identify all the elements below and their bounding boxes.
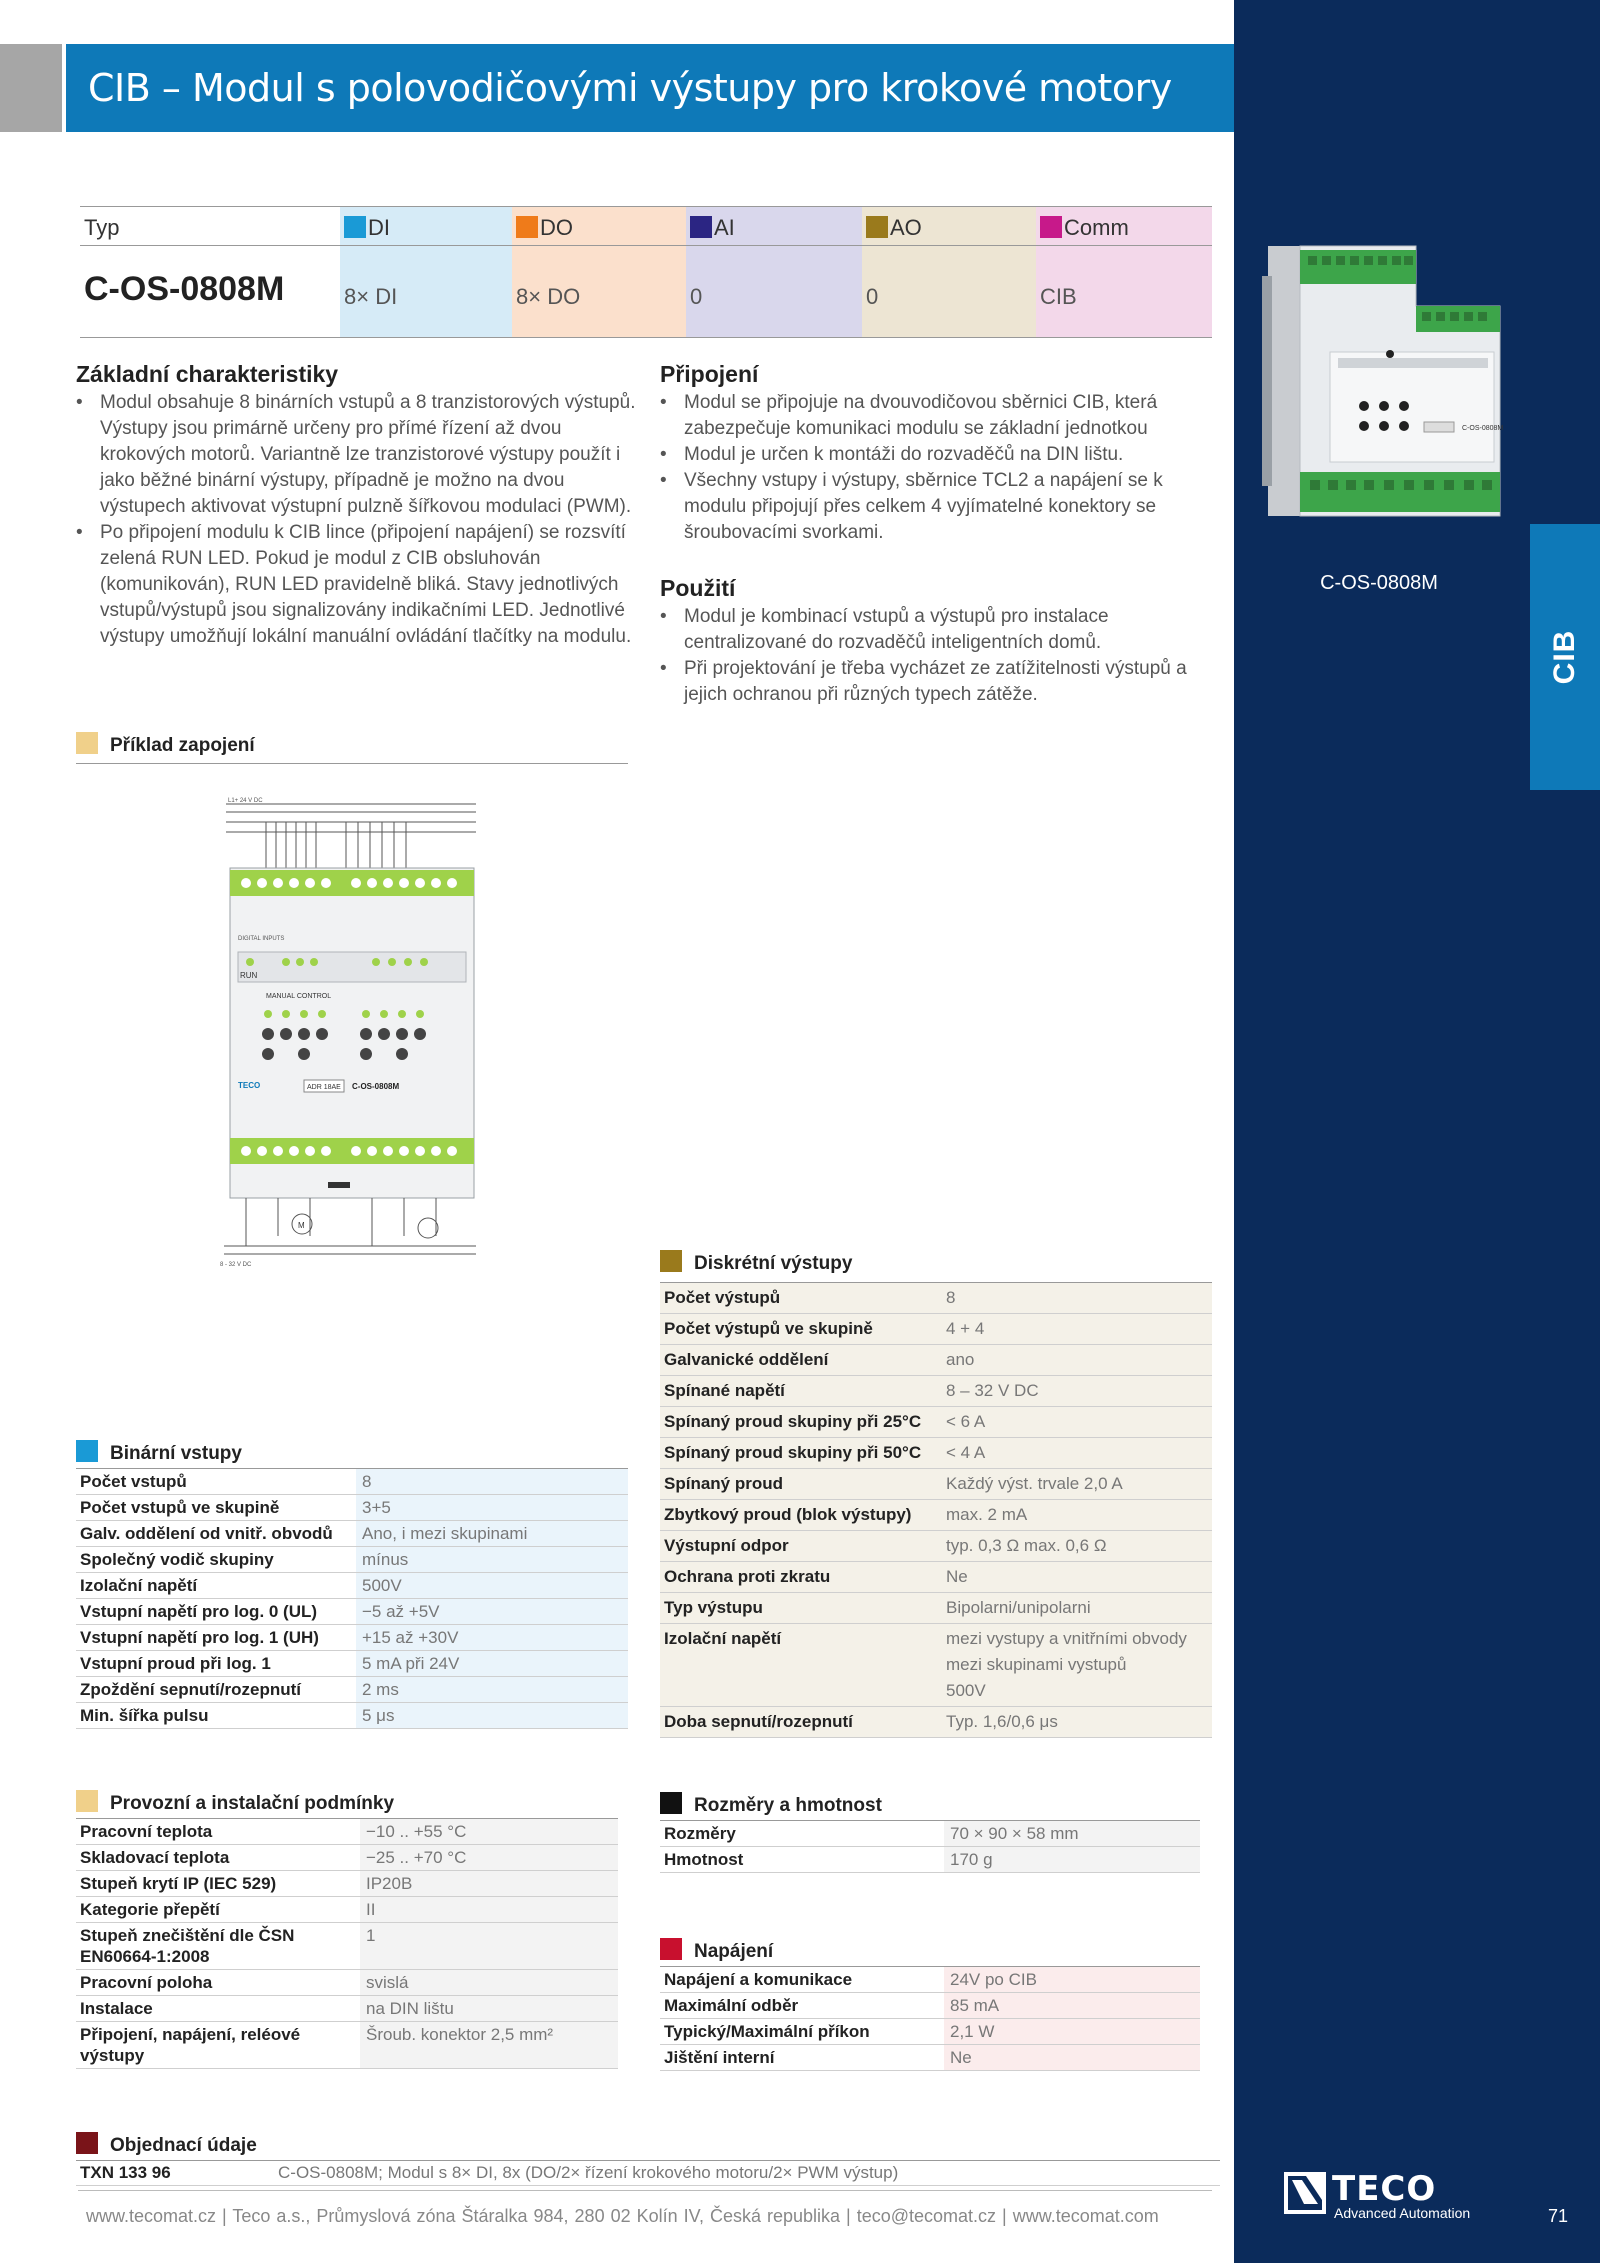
pouziti-list (660, 604, 1200, 708)
spec-key: Spínaný proud (660, 1469, 940, 1499)
table-row (660, 1438, 1212, 1469)
diagram-label: DIGITAL INPUTS (238, 936, 285, 942)
logo-subtitle: Advanced Automation (1334, 2205, 1471, 2221)
spec-key: Napájení a komunikace (664, 1970, 853, 1989)
rozmery-heading: Rozměry a hmotnost (660, 1792, 882, 1817)
table-row (660, 1376, 1212, 1407)
type-table-value-row (80, 246, 1212, 338)
table-row (76, 1845, 618, 1871)
spec-key: Izolační napětí (80, 1576, 198, 1595)
provozni-table (76, 1818, 618, 2069)
type-header-do: DO (512, 206, 686, 246)
type-table (80, 206, 1212, 338)
product-photo (1254, 236, 1514, 526)
order-code: TXN 133 96 (80, 2163, 171, 2182)
spec-value: II (360, 1897, 618, 1922)
table-row (660, 1283, 1212, 1314)
spec-key: Společný vodič skupiny (80, 1550, 274, 1569)
spec-value: Šroub. konektor 2,5 mm² (360, 2022, 618, 2068)
order-description: C-OS-0808M; Modul s 8× DI, 8x (DO/2× řízení krokového motoru/2× PWM výstup) (278, 2163, 899, 2182)
ao-color-square (866, 216, 888, 238)
teco-logo (1282, 2166, 1482, 2222)
section-tab-cib[interactable] (1530, 524, 1600, 790)
table-row (76, 1599, 628, 1625)
table-row (660, 1847, 1200, 1873)
logo-text: TECO (1332, 2169, 1437, 2209)
table-row (660, 1821, 1200, 1847)
spec-key: Typický/Maximální příkon (664, 2022, 870, 2041)
binarni-square-icon (76, 1440, 98, 1462)
spec-key: Instalace (80, 1999, 153, 2018)
spec-value: Ne (944, 2045, 1200, 2070)
spec-value: −5 až +5V (356, 1599, 628, 1624)
spec-value: Každý výst. trvale 2,0 A (940, 1469, 1212, 1499)
spec-value: 170 g (944, 1847, 1200, 1872)
objednaci-table (76, 2160, 1220, 2186)
spec-value: Typ. 1,6/0,6 μs (940, 1707, 1212, 1737)
rozmery-table (660, 1820, 1200, 1873)
type-value-di: 8× DI (340, 246, 512, 338)
spec-key: Galvanické oddělení (660, 1345, 940, 1375)
table-row (660, 1500, 1212, 1531)
table-row (76, 1996, 618, 2022)
table-row (660, 1407, 1212, 1438)
type-table-header-row (80, 206, 1212, 246)
table-row (660, 1314, 1212, 1345)
spec-key: Připojení, napájení, reléové výstupy (80, 2025, 301, 2065)
table-row (660, 1345, 1212, 1376)
section-pripojeni (660, 361, 1200, 546)
spec-key: Stupeň znečištění dle ČSN EN60664-1:2008 (80, 1926, 295, 1966)
pouziti-heading: Použití (660, 575, 736, 601)
table-row (76, 1677, 628, 1703)
spec-value: IP20B (360, 1871, 618, 1896)
footer-divider (78, 2190, 1212, 2191)
objednaci-square-icon (76, 2132, 98, 2154)
wiring-diagram (216, 796, 486, 1276)
diagram-label: TECO (238, 1081, 261, 1090)
spec-key: Ochrana proti zkratu (660, 1562, 940, 1592)
spec-key: Hmotnost (664, 1850, 744, 1869)
spec-key: Pracovní poloha (80, 1973, 213, 1992)
spec-key: Maximální odběr (664, 1996, 799, 2015)
type-value-comm: CIB (1036, 246, 1212, 338)
type-value-ai: 0 (686, 246, 862, 338)
section-tab-label: CIB (1548, 629, 1581, 685)
diskretni-table (660, 1282, 1212, 1738)
list-item: • Modul je kombinací vstupů a výstupů pro instalace centralizované do rozvaděčů inteligentních domů. (660, 604, 1200, 656)
table-row (76, 1625, 628, 1651)
diagram-label: M (298, 1221, 305, 1230)
napajeni-heading: Napájení (660, 1938, 773, 1963)
spec-key: Spínaný proud skupiny při 25°C (660, 1407, 940, 1437)
spec-value: 500V (356, 1573, 628, 1598)
table-row (76, 1819, 618, 1845)
spec-value: −25 .. +70 °C (360, 1845, 618, 1870)
table-row (660, 1593, 1212, 1624)
spec-value: −10 .. +55 °C (360, 1819, 618, 1844)
spec-key: Zbytkový proud (blok výstupy) (660, 1500, 940, 1530)
table-row (660, 1993, 1200, 2019)
spec-value: 2 ms (356, 1677, 628, 1702)
list-item: • Modul obsahuje 8 binárních vstupů a 8 tranzistorových výstupů. Výstupy jsou primárně určeny pro přímé řízení až dvou krokových motorů. Variantně lze tranzistorové výstupy použít i jako běžné binární výstupy, případně je možno na dvou výstupech aktivovat výstupní pulzně šířkovou modulaci (PWM). (76, 390, 636, 520)
spec-key: Galv. oddělení od vnitř. obvodů (80, 1524, 333, 1543)
spec-value: +15 až +30V (356, 1625, 628, 1650)
table-row (76, 2022, 618, 2069)
table-row (660, 2019, 1200, 2045)
spec-key: Spínaný proud skupiny při 50°C (660, 1438, 940, 1468)
spec-value: 1 (360, 1923, 618, 1969)
spec-key: Zpoždění sepnutí/rozepnutí (80, 1680, 301, 1699)
spec-value: 8 – 32 V DC (940, 1376, 1212, 1406)
list-item: • Modul se připojuje na dvouvodičovou sběrnici CIB, která zabezpečuje komunikaci modulu se základní jednotkou (660, 390, 1200, 442)
spec-key: Pracovní teplota (80, 1822, 213, 1841)
spec-key: Izolační napětí (660, 1624, 940, 1706)
spec-key: Skladovací teplota (80, 1848, 230, 1867)
diagram-label: C-OS-0808M (352, 1082, 400, 1091)
spec-key: Výstupní odpor (660, 1531, 940, 1561)
type-header-comm: Comm (1036, 206, 1212, 246)
spec-value: < 6 A (940, 1407, 1212, 1437)
table-row (76, 1970, 618, 1996)
spec-value: typ. 0,3 Ω max. 0,6 Ω (940, 1531, 1212, 1561)
diskretni-square-icon (660, 1250, 682, 1272)
diagram-label: RUN (240, 971, 258, 980)
zakladni-heading: Základní charakteristiky (76, 361, 339, 387)
spec-key: Stupeň krytí IP (IEC 529) (80, 1874, 277, 1893)
provozni-square-icon (76, 1790, 98, 1812)
pripojeni-heading: Připojení (660, 361, 759, 387)
spec-value: max. 2 mA (940, 1500, 1212, 1530)
list-item: • Všechny vstupy i výstupy, sběrnice TCL2 a napájení se k modulu připojují přes celkem 4 vyjímatelné konektory se šroubovacími svorkami. (660, 468, 1200, 546)
spec-value: 24V po CIB (944, 1967, 1200, 1992)
table-row (660, 1469, 1212, 1500)
spec-value: 2,1 W (944, 2019, 1200, 2044)
table-row (76, 1703, 628, 1729)
table-row (660, 1531, 1212, 1562)
table-row (76, 1573, 628, 1599)
spec-key: Počet výstupů ve skupině (660, 1314, 940, 1344)
spec-value: 5 mA při 24V (356, 1651, 628, 1676)
spec-value: < 4 A (940, 1438, 1212, 1468)
rozmery-square-icon (660, 1792, 682, 1814)
header-gray-tab (0, 44, 62, 132)
spec-value: 85 mA (944, 1993, 1200, 2018)
spec-key: Kategorie přepětí (80, 1900, 220, 1919)
table-row (76, 1871, 618, 1897)
priklad-heading: Příklad zapojení (76, 732, 628, 764)
spec-key: Počet vstupů ve skupině (80, 1498, 280, 1517)
list-item: • Při projektování je třeba vycházet ze zatížitelnosti výstupů a jejich ochranou při různých typech zátěže. (660, 656, 1200, 708)
diskretni-heading: Diskrétní výstupy (660, 1250, 852, 1275)
table-row (76, 1923, 618, 1970)
objednaci-heading: Objednací údaje (76, 2132, 257, 2157)
spec-key: Vstupní napětí pro log. 0 (UL) (80, 1602, 318, 1621)
type-code: C-OS-0808M (80, 246, 340, 338)
svg-text:C-OS-0808M: C-OS-0808M (1462, 425, 1504, 432)
type-header-di: DI (340, 206, 512, 246)
spec-value: svislá (360, 1970, 618, 1995)
section-zakladni (76, 361, 636, 650)
page-number: 71 (1548, 2206, 1569, 2226)
binarni-heading: Binární vstupy (76, 1440, 242, 1465)
spec-key: Počet výstupů (660, 1283, 940, 1313)
table-row (76, 1521, 628, 1547)
table-row (76, 2161, 1220, 2186)
spec-value: 8 (940, 1283, 1212, 1313)
spec-value: ano (940, 1345, 1212, 1375)
type-header-ao: AO (862, 206, 1036, 246)
diagram-label: L1+ 24 V DC (228, 798, 263, 804)
spec-key: Min. šířka pulsu (80, 1706, 209, 1725)
napajeni-square-icon (660, 1938, 682, 1960)
spec-value: 8 (356, 1469, 628, 1494)
spec-value: 4 + 4 (940, 1314, 1212, 1344)
photo-caption: C-OS-0808M (1320, 572, 1438, 594)
spec-value: Ano, i mezi skupinami (356, 1521, 628, 1546)
type-value-do: 8× DO (512, 246, 686, 338)
table-row (660, 1967, 1200, 1993)
table-row (76, 1897, 618, 1923)
list-item: • Po připojení modulu k CIB lince (připojení napájení) se rozsvítí zelená RUN LED. Pokud je modul z CIB obsluhován (komunikován), RUN LED pravidelně bliká. Stavy jednotlivých vstupů/výstupů jsou signalizovány indikačními LED. Jednotlivé výstupy umožňují lokální manuální ovládání tlačítky na modulu. (76, 520, 636, 650)
spec-key: Rozměry (664, 1824, 736, 1843)
spec-key: Vstupní proud při log. 1 (80, 1654, 271, 1673)
spec-value: na DIN lištu (360, 1996, 618, 2021)
type-value-ao: 0 (862, 246, 1036, 338)
table-row (76, 1547, 628, 1573)
table-row (76, 1495, 628, 1521)
page-title: CIB – Modul s polovodičovými výstupy pro krokové motory (66, 44, 1234, 132)
table-row (660, 1562, 1212, 1593)
di-color-square (344, 216, 366, 238)
footer-contacts: www.tecomat.cz | Teco a.s., Průmyslová zóna Štáralka 984, 280 02 Kolín IV, Česká republika | teco@tecomat.cz | www.tecomat.com (86, 2206, 1159, 2226)
spec-key: Počet vstupů (80, 1472, 187, 1491)
list-item: • Modul je určen k montáži do rozvaděčů na DIN lištu. (660, 442, 1200, 468)
table-row (76, 1469, 628, 1495)
diagram-label: MANUAL CONTROL (266, 993, 332, 1000)
type-header-cell: Typ (80, 206, 340, 246)
binarni-table (76, 1468, 628, 1729)
napajeni-table (660, 1966, 1200, 2071)
table-row (76, 1651, 628, 1677)
spec-value: Ne (940, 1562, 1212, 1592)
diagram-label: 8 - 32 V DC (220, 1262, 252, 1268)
table-row (660, 1624, 1212, 1707)
section-pouziti (660, 575, 1200, 708)
provozni-heading: Provozní a instalační podmínky (76, 1790, 394, 1815)
spec-value: 3+5 (356, 1495, 628, 1520)
spec-key: Vstupní napětí pro log. 1 (UH) (80, 1628, 319, 1647)
zakladni-list (76, 390, 636, 650)
spec-value: mínus (356, 1547, 628, 1572)
spec-key: Spínané napětí (660, 1376, 940, 1406)
spec-value: 5 μs (356, 1703, 628, 1728)
table-row (660, 1707, 1212, 1738)
spec-value: Bipolarni/unipolarni (940, 1593, 1212, 1623)
priklad-square-icon (76, 732, 98, 754)
do-color-square (516, 216, 538, 238)
diagram-label: ADR 18AE (307, 1084, 341, 1091)
type-header-ai: AI (686, 206, 862, 246)
comm-color-square (1040, 216, 1062, 238)
spec-key: Doba sepnutí/rozepnutí (660, 1707, 940, 1737)
spec-value: mezi vystupy a vnitřními obvody mezi skupinami vystupů 500V (940, 1624, 1212, 1706)
spec-key: Typ výstupu (660, 1593, 940, 1623)
ai-color-square (690, 216, 712, 238)
spec-key: Jištění interní (664, 2048, 775, 2067)
spec-value: 70 × 90 × 58 mm (944, 1821, 1200, 1846)
pripojeni-list (660, 390, 1200, 546)
table-row (660, 2045, 1200, 2071)
